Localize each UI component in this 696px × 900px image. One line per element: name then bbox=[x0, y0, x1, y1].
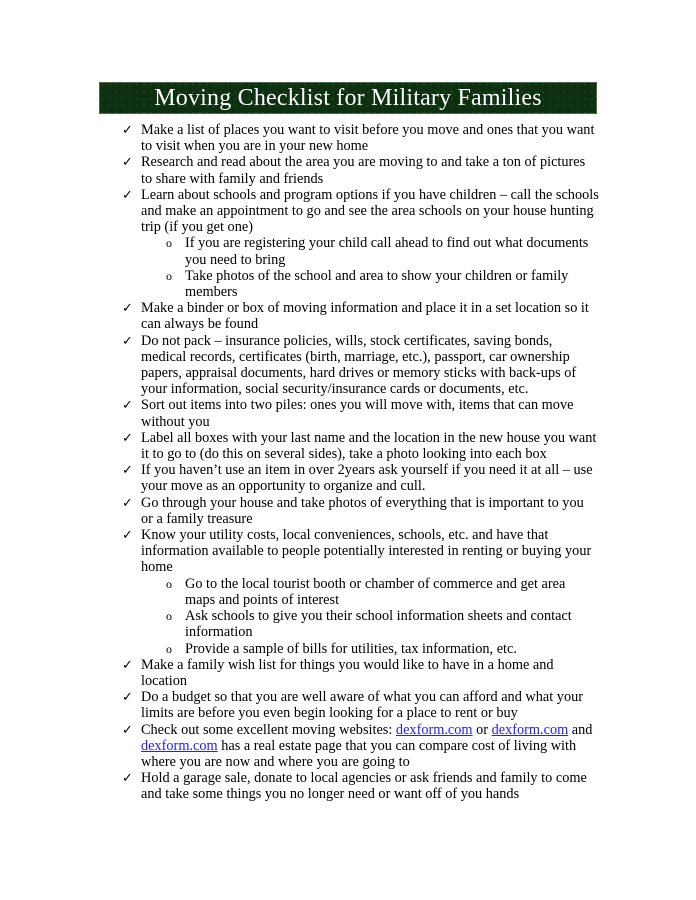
checklist-item-text: Do a budget so that you are well aware of what you can afford and what your limits are before you even begin looking for a place to rent or buy bbox=[141, 689, 583, 722]
checklist-item bbox=[113, 722, 599, 771]
check-icon: ✓ bbox=[122, 462, 133, 478]
checklist-subitem-text: Go to the local tourist booth or chamber of commerce and get area maps and points of interest bbox=[185, 575, 566, 608]
circle-bullet-icon: o bbox=[166, 641, 172, 656]
check-icon: ✓ bbox=[122, 494, 133, 510]
checklist-subitem bbox=[113, 268, 599, 300]
circle-bullet-icon: o bbox=[166, 236, 172, 251]
checklist-item bbox=[113, 430, 599, 462]
check-icon: ✓ bbox=[122, 770, 133, 786]
checklist-item-text: Make a family wish list for things you would like to have in a home and location bbox=[141, 656, 554, 689]
checklist-item bbox=[113, 527, 599, 576]
checklist-item-text: Hold a garage sale, donate to local agencies or ask friends and family to come and take some things you no longer need or want off of you hands bbox=[141, 770, 587, 803]
checklist-subitem bbox=[113, 576, 599, 608]
checklist-item-text: Learn about schools and program options if you have children – call the schools and make an appointment to go and see the area schools on your house hunting trip (if you get one) bbox=[141, 186, 599, 236]
check-icon: ✓ bbox=[122, 721, 133, 737]
checklist-item-text: Go through your house and take photos of everything that is important to you or a family treasure bbox=[141, 494, 584, 527]
circle-bullet-icon: o bbox=[166, 268, 172, 283]
check-icon: ✓ bbox=[122, 689, 133, 705]
circle-bullet-icon: o bbox=[166, 609, 172, 624]
checklist-subitem bbox=[113, 235, 599, 267]
checklist-subitem-text: Ask schools to give you their school information sheets and contact information bbox=[185, 608, 572, 641]
checklist-subitem bbox=[113, 641, 599, 657]
check-icon: ✓ bbox=[122, 154, 133, 170]
checklist-item bbox=[113, 657, 599, 689]
checklist-item bbox=[113, 154, 599, 186]
checklist-subitem-text: Take photos of the school and area to show your children or family members bbox=[185, 267, 569, 301]
checklist-subitem bbox=[113, 608, 599, 640]
checklist-subitem-text: Provide a sample of bills for utilities, tax information, etc. bbox=[185, 640, 517, 657]
dexform-link-1[interactable]: dexform.com bbox=[395, 721, 473, 738]
dexform-link-2[interactable]: dexform.com bbox=[491, 721, 569, 738]
check-icon: ✓ bbox=[122, 527, 133, 543]
checklist-item bbox=[113, 300, 599, 332]
checklist-item bbox=[113, 187, 599, 236]
checklist-item-text: Do not pack – insurance policies, wills, stock certificates, saving bonds, medical records, certificates (birth, marriage, etc.), passport, car ownership papers, appraisal documents, hard drives or memory sticks with back-ups of your information, social security/insurance cards or documents, etc. bbox=[141, 332, 577, 398]
checklist-item bbox=[113, 397, 599, 429]
checklist-item-text: Check out some excellent moving websites: dexform.com or dexform.com and dexform.com has a real estate page that you can compare cost of living with where you are now and where you are going to bbox=[141, 721, 593, 770]
check-icon: ✓ bbox=[122, 429, 133, 445]
checklist-item bbox=[113, 770, 599, 802]
page-title: Moving Checklist for Military Families bbox=[154, 85, 542, 111]
check-icon: ✓ bbox=[122, 656, 133, 672]
checklist bbox=[113, 122, 599, 803]
checklist-item bbox=[113, 462, 599, 494]
checklist-item-text: Label all boxes with your last name and the location in the new house you want it to go to (do this on several sides), take a photo looking into each box bbox=[141, 429, 597, 463]
checklist-item bbox=[113, 495, 599, 527]
checklist-item-text: Know your utility costs, local conveniences, schools, etc. and have that information available to people potentially interested in renting or buying your home bbox=[141, 527, 592, 576]
checklist-item bbox=[113, 333, 599, 398]
checklist-item-text: If you haven’t use an item in over 2years ask yourself if you need it at all – use your move as an opportunity to organize and cull. bbox=[141, 462, 593, 495]
check-icon: ✓ bbox=[122, 397, 133, 413]
checklist-item-text: Make a list of places you want to visit before you move and ones that you want to visit when you are in your new home bbox=[141, 122, 595, 155]
checklist-item-text: Research and read about the area you are moving to and take a ton of pictures to share with family and friends bbox=[141, 154, 586, 187]
check-icon: ✓ bbox=[122, 300, 133, 316]
check-icon: ✓ bbox=[122, 332, 133, 348]
checklist-item bbox=[113, 122, 599, 154]
circle-bullet-icon: o bbox=[166, 576, 172, 591]
checklist-item-text: Make a binder or box of moving information and place it in a set location so it can always be found bbox=[141, 300, 589, 333]
dexform-link-3[interactable]: dexform.com bbox=[141, 737, 218, 754]
checklist-item-text: Sort out items into two piles: ones you will move with, items that can move without you bbox=[141, 397, 574, 430]
check-icon: ✓ bbox=[122, 186, 133, 202]
checklist-subitem-text: If you are registering your child call ahead to find out what documents you need to bring bbox=[185, 235, 589, 268]
checklist-item bbox=[113, 689, 599, 721]
document-title-banner bbox=[99, 82, 597, 114]
check-icon: ✓ bbox=[122, 122, 133, 137]
